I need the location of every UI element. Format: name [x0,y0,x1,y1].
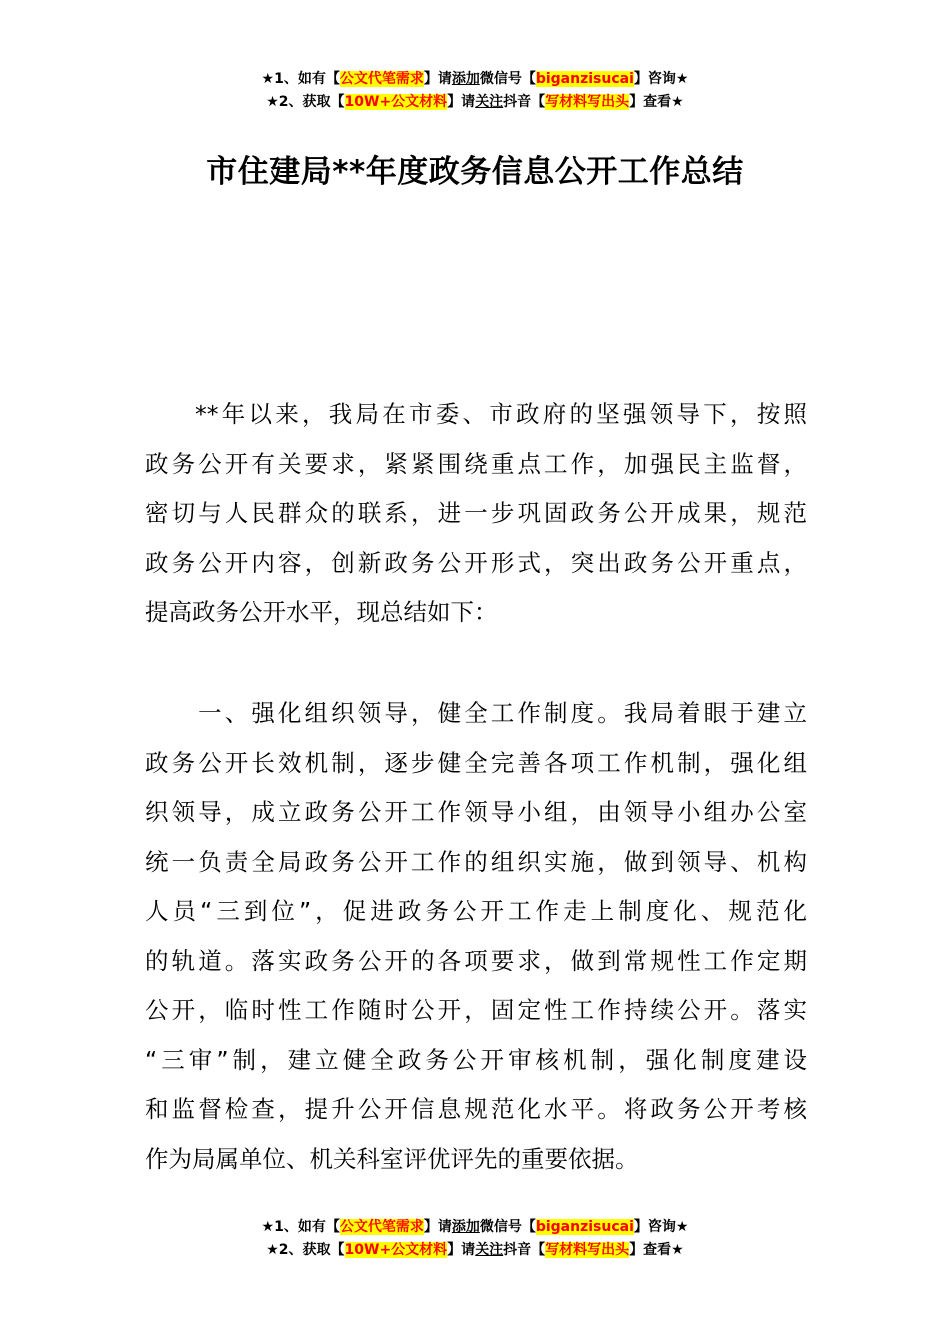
text-line: 提高政务公开水平，现总结如下： [145,598,498,626]
promo-text: 】请 [447,1242,476,1258]
promo-text: 】查看★ [629,94,684,110]
promo-text: 】请 [423,71,452,87]
promo-line-2 [0,1239,950,1262]
text-line: 公开，临时性工作随时公开，固定性工作持续公开。落实 [145,996,807,1024]
promo-underline: 关注 [475,1242,504,1258]
promo-text: 】查看★ [629,1242,684,1258]
promo-douyin-name: 写材料写出头 [545,94,630,110]
promo-highlight: 公文代笔需求 [339,71,424,87]
text-line: 的轨道。落实政务公开的各项要求，做到常规性工作定期 [145,946,807,975]
promo-highlight: 公文代笔需求 [339,1219,424,1235]
header-promo-banner [0,68,950,114]
text-line: 作为局属单位、机关科室评优评先的重要依据。 [145,1144,639,1173]
text-line: “三审”制，建立健全政务公开审核机制，强化制度建设 [145,1045,807,1074]
promo-text: 】请 [423,1219,452,1235]
footer-promo-banner [0,1216,950,1262]
text-line: 统一负责全局政务公开工作的组织实施，做到领导、机构 [145,847,807,876]
promo-highlight: 10W+公文材料 [344,94,448,110]
promo-text: 抖音【 [503,1242,546,1258]
promo-text: ★2、获取【 [266,94,345,110]
promo-underline: 关注 [475,94,504,110]
promo-text: 抖音【 [503,94,546,110]
text-line: 政务公开长效机制，逐步健全完善各项工作机制，强化组 [145,748,807,777]
promo-text: 】咨询★ [633,71,689,87]
promo-underline: 添加 [451,71,480,87]
promo-text: 微信号【 [479,1219,536,1235]
promo-text: 】请 [447,94,476,110]
text-line: 政务公开内容，创新政务公开形式，突出政务公开重点， [145,548,807,577]
paragraph-intro [145,390,807,638]
promo-line-2 [0,91,950,114]
text-line: 一、强化组织领导，健全工作制度。我局着眼于建立 [195,699,807,727]
promo-text: 微信号【 [479,71,536,87]
document-title: 市住建局**年度政务信息公开工作总结 [206,154,744,190]
promo-text: 】咨询★ [633,1219,689,1235]
promo-highlight: 10W+公文材料 [344,1242,448,1258]
promo-line-1 [0,1216,950,1239]
promo-wechat-id: biganzisucai [535,1219,634,1235]
text-line: 人员“三到位”，促进政务公开工作走上制度化、规范化 [145,897,807,925]
text-line: 密切与人民群众的联系，进一步巩固政务公开成果，规范 [145,499,807,527]
text-line: **年以来，我局在市委、市政府的坚强领导下，按照 [195,400,807,428]
text-line: 政务公开有关要求，紧紧围绕重点工作，加强民主监督， [145,449,807,478]
text-line: 织领导，成立政务公开工作领导小组，由领导小组办公室 [145,798,807,826]
paragraph-section-1 [145,689,807,1184]
promo-douyin-name: 写材料写出头 [545,1242,630,1258]
promo-wechat-id: biganzisucai [535,71,634,87]
promo-text: ★1、如有【 [261,71,340,87]
text-line: 和监督检查，提升公开信息规范化水平。将政务公开考核 [145,1095,807,1123]
promo-line-1 [0,68,950,91]
promo-text: ★1、如有【 [261,1219,340,1235]
promo-underline: 添加 [451,1219,480,1235]
promo-text: ★2、获取【 [266,1242,345,1258]
